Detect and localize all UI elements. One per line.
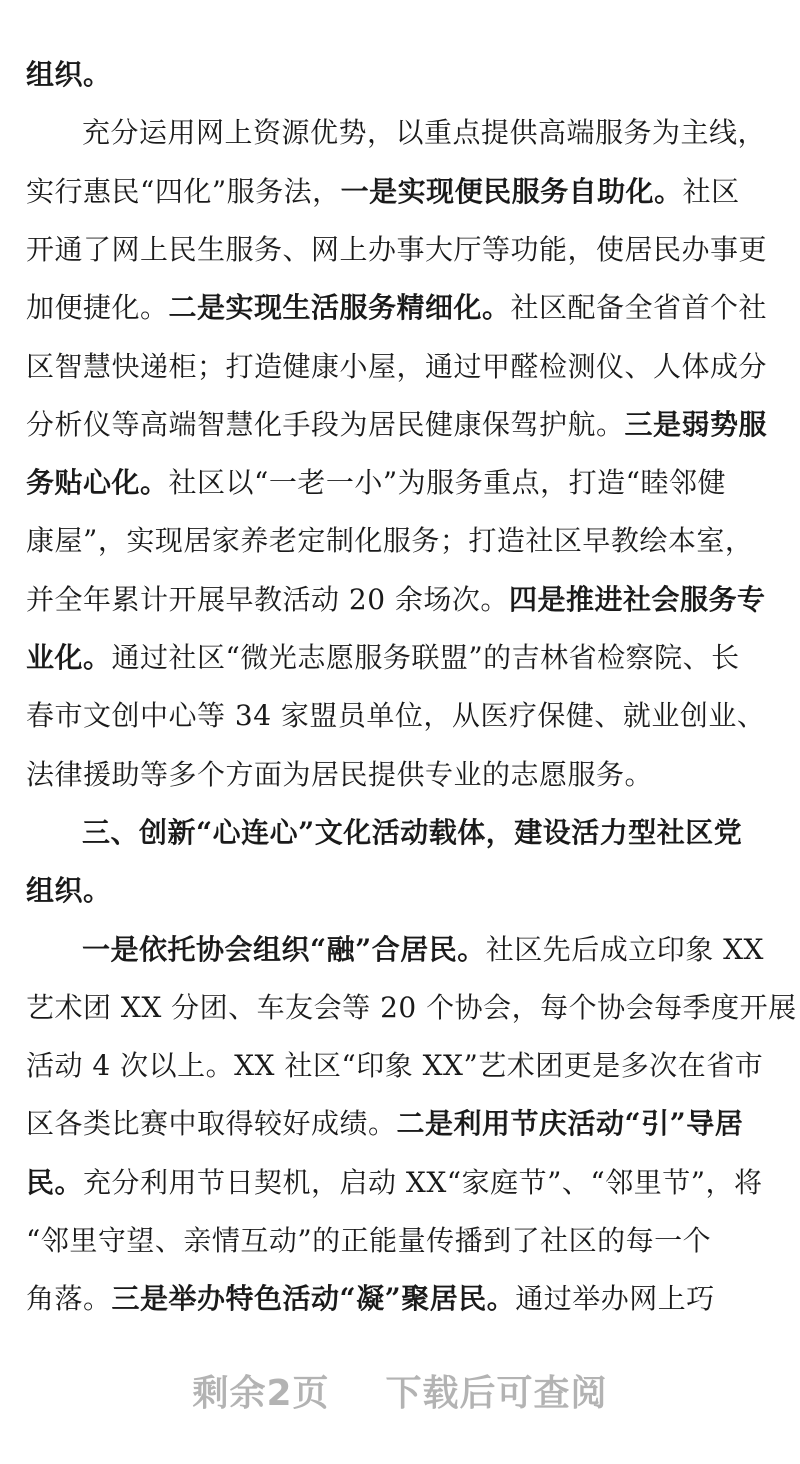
text-segment: 分析仪等高端智慧化手段为居民健康保驾护航。 bbox=[26, 407, 625, 441]
text-line bbox=[26, 1221, 778, 1261]
remaining-pages-text: 剩余2页 bbox=[192, 1372, 330, 1414]
text-line bbox=[26, 988, 797, 1028]
bold-text-segment: 民。 bbox=[26, 1165, 84, 1199]
text-line bbox=[26, 521, 778, 561]
text-segment: 充分运用网上资源优势，以重点提供高端服务为主线， bbox=[82, 116, 767, 150]
text-line bbox=[26, 230, 778, 270]
bold-text-segment: 组织。 bbox=[26, 874, 112, 908]
text-segment: 开通了网上民生服务、网上办事大厅等功能，使居民办事更 bbox=[26, 232, 768, 266]
text-segment: 社区先后成立印象 XX bbox=[485, 932, 764, 966]
text-segment: “邻里守望、亲情互动”的正能量传播到了社区的每一个 bbox=[26, 1224, 712, 1257]
text-segment: 康屋”，实现居家养老定制化服务；打造社区早教绘本室， bbox=[26, 524, 754, 558]
text-line bbox=[26, 463, 778, 503]
text-line bbox=[26, 55, 778, 95]
text-line bbox=[26, 1163, 778, 1203]
bold-text-segment: 三是弱势服 bbox=[624, 407, 768, 441]
text-line bbox=[82, 930, 778, 970]
text-line bbox=[26, 638, 778, 678]
text-segment: 充分利用节日契机，启动 XX“家庭节”、“邻里节”，将 bbox=[83, 1165, 763, 1199]
text-segment: 通过社区“微光志愿服务联盟”的吉林省检察院、长 bbox=[111, 641, 740, 674]
text-segment: 社区以“一老一小”为服务重点，打造“睦邻健 bbox=[168, 466, 726, 500]
text-line bbox=[26, 1046, 778, 1086]
text-segment: 社区配备全省首个社 bbox=[510, 291, 768, 325]
text-line bbox=[26, 347, 778, 387]
text-line bbox=[82, 113, 778, 153]
text-line bbox=[26, 871, 778, 911]
text-segment: 艺术团 XX 分团、车友会等 20 个协会，每个协会每季度开展 bbox=[26, 990, 797, 1024]
text-line bbox=[26, 1279, 778, 1319]
text-segment: 社区 bbox=[682, 174, 740, 208]
text-segment: 区各类比赛中取得较好成绩。 bbox=[26, 1107, 397, 1141]
text-segment: 春市文创中心等 34 家盟员单位，从医疗保健、就业创业、 bbox=[26, 699, 766, 733]
text-line bbox=[26, 288, 778, 328]
download-hint-text: 下载后可查阅 bbox=[385, 1372, 608, 1414]
text-line bbox=[26, 696, 778, 736]
bold-text-segment: 业化。 bbox=[26, 641, 112, 674]
bold-text-segment: 一是实现便民服务自助化。 bbox=[340, 174, 683, 208]
text-segment: 通过举办网上巧 bbox=[515, 1282, 715, 1316]
text-segment: 区智慧快递柜；打造健康小屋，通过甲醛检测仪、人体成分 bbox=[26, 349, 768, 383]
text-line bbox=[26, 172, 778, 212]
download-banner[interactable] bbox=[0, 1360, 800, 1420]
bold-text-segment: 三是举办特色活动“凝”聚居民。 bbox=[111, 1282, 516, 1316]
bold-text-segment: 二是实现生活服务精细化。 bbox=[168, 291, 511, 325]
text-segment: 法律援助等多个方面为居民提供专业的志愿服务。 bbox=[26, 757, 654, 791]
text-segment: 加便捷化。 bbox=[26, 291, 169, 325]
bold-text-segment: 组织。 bbox=[26, 58, 112, 91]
text-line bbox=[82, 813, 778, 853]
bold-text-segment: 务贴心化。 bbox=[26, 466, 169, 500]
text-line bbox=[26, 1104, 778, 1144]
text-line bbox=[26, 580, 778, 620]
bold-text-segment: 四是推进社会服务专 bbox=[508, 582, 766, 616]
text-line bbox=[26, 755, 778, 795]
bold-text-segment: 三、创新“心连心”文化活动载体，建设活力型社区党 bbox=[82, 815, 743, 849]
bold-text-segment: 一是依托协会组织“融”合居民。 bbox=[82, 932, 486, 966]
bold-text-segment: 二是利用节庆活动“引”导居 bbox=[396, 1107, 744, 1141]
text-line bbox=[26, 405, 778, 445]
text-segment: 活动 4 次以上。XX 社区“印象 XX”艺术团更是多次在省市 bbox=[26, 1049, 764, 1083]
text-segment: 实行惠民“四化”服务法， bbox=[26, 174, 341, 208]
text-segment: 并全年累计开展早教活动 20 余场次。 bbox=[26, 582, 509, 616]
text-segment: 角落。 bbox=[26, 1282, 112, 1316]
